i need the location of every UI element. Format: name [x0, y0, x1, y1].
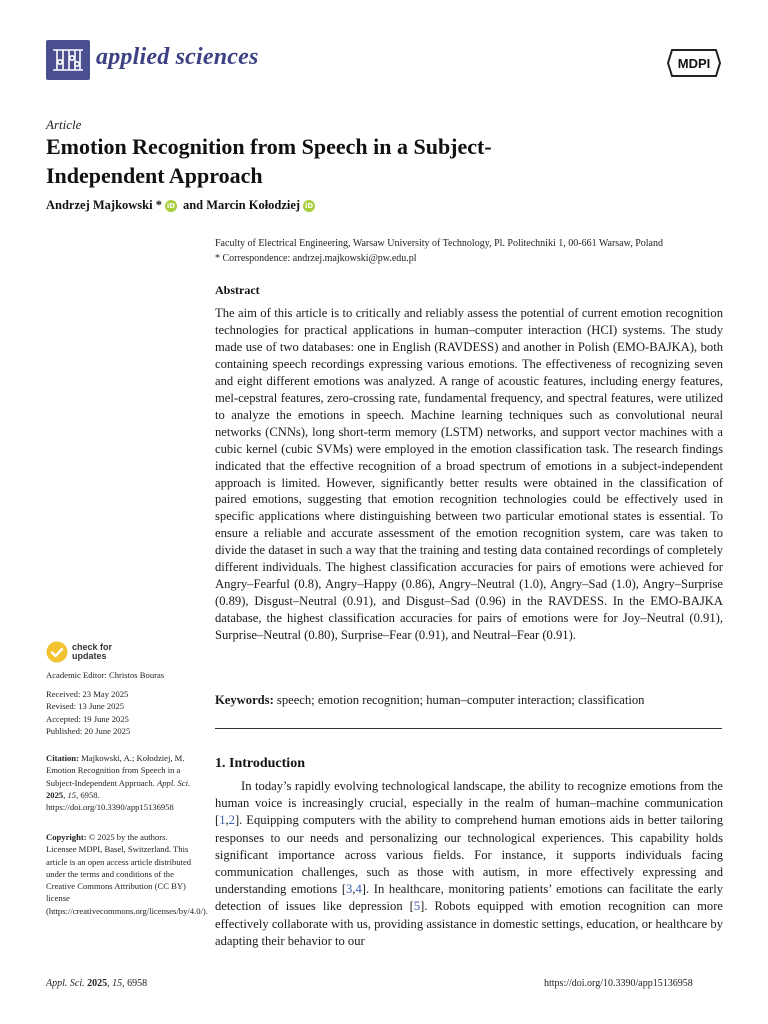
citation-year: 2025	[46, 789, 64, 800]
publication-dates	[46, 688, 196, 737]
keywords-text: speech; emotion recognition; human–computer interaction; classification	[276, 693, 645, 707]
affiliation: Faculty of Electrical Engineering, Warsaw University of Technology, Pl. Politechniki 1, 00-661 Warsaw, Poland	[215, 238, 663, 249]
citation-journal: Appl. Sci.	[156, 777, 191, 788]
author-list	[46, 198, 319, 213]
academic-editor: Academic Editor: Christos Bouras	[46, 670, 165, 680]
check-for-updates-button[interactable]	[46, 641, 112, 663]
orcid-icon[interactable]: iD	[166, 201, 176, 210]
citation-label: Citation:	[46, 753, 79, 763]
footer-journal: Appl. Sci.	[46, 978, 85, 989]
footer-doi-link[interactable]: https://doi.org/10.3390/app15136958	[544, 978, 693, 989]
check-updates-line: updates	[72, 651, 107, 661]
citation-link[interactable]: 4	[355, 882, 362, 897]
citation-link[interactable]: 5	[413, 899, 421, 914]
citation-block: Citation: Majkowski, A.; Kołodziej, M. Emotion Recognition from Speech in a Subject-Independent Approach. Appl. Sci. 2025, 15, 6958. https://doi.org/10.3390/app15136958	[46, 753, 191, 813]
correspondence: * Correspondence: andrzej.majkowski@pw.edu.pl	[215, 253, 417, 264]
accepted-date: Accepted: 19 June 2025	[46, 713, 129, 724]
intro-text-part: ]. Equipping computers with the ability to comprehend human emotions aids in better tailoring responses to our needs and personalizing our technological experiences. This capability holds significant importance across various fields. For instance, it supports individuals facing communication challenges, such as those with autism, in more effectively expressing and understanding emotions [	[215, 813, 723, 897]
intro-text-part: In today’s rapidly evolving technological landscape, the ability to recognize emotions from the human voice is increasingly crucial, especially in the realm of human–machine communication [	[215, 779, 723, 828]
intro-paragraph	[215, 778, 723, 950]
citation-separator: ,	[225, 813, 229, 828]
abstract-text: The aim of this article is to critically and reliably assess the potential of current emotion recognition technologies for practical applications in human–computer interaction (HCI) systems. The study made use of two databases: one in English (RAVDESS) and another in Polish (EMO-BAJKA), both containing speech recordings expressing various emotions. The effectiveness of recognizing seven and eight different emotions was analyzed. A range of acoustic features, including energy features, mel-cepstral features, zero-crossing rate, fundamental frequency, and spectral features, were utilized to analyze the emotions in speech. Machine learning techniques such as convolutional neural networks (CNNs), long short-term memory (LSTM) networks, and support vector machines with a cubic kernel (cubic SVMs) were employed in the emotion classification task. The research findings indicated that the effective recognition of a broad spectrum of emotions in a subject-independent approach is limited. However, significantly better results were obtained in the classification of paired emotions, suggesting that emotion recognition technologies could be effectively used in specific applications where distinguishing between two particular emotional states is essential. To ensure a reliable and accurate assessment of the emotion recognition system, care was taken to divide the dataset in such a way that the training and testing data contained recordings of completely different individuals. The highest classification accuracies for pairs of emotions were achieved for Angry–Fearful (0.8), Angry–Happy (0.86), Angry–Neutral (1.0), Angry–Sad (1.0), Angry–Surprise (0.89), Disgust–Neutral (0.91), and Disgust–Sad (0.96) in the RAVDESS. In the EMO-BAJKA database, the highest classification accuracies for pairs of emotions were for Joy–Neutral (0.91), Surprise–Neutral (0.80), Surprise–Fear (0.91), and Neutral–Fear (0.91).	[215, 306, 723, 643]
revised-date: Revised: 13 June 2025	[46, 701, 125, 712]
published-date: Published: 20 June 2025	[46, 725, 131, 736]
citation-link[interactable]: 2	[228, 813, 235, 828]
footer-citation: Appl. Sci. 2025, 15, 6958	[46, 978, 148, 989]
citation-text: Majkowski, A.; Kołodziej, M. Emotion Recognition from Speech in a Subject-Independent Approach.	[46, 753, 185, 788]
copyright-block	[46, 831, 208, 917]
article-title: Emotion Recognition from Speech in a Subject-Independent Approach	[46, 134, 492, 188]
footer-article-number: , 6958	[122, 978, 148, 989]
footer-year: 2025	[87, 978, 108, 989]
divider	[215, 728, 722, 729]
received-date: Received: 23 May 2025	[46, 689, 129, 699]
citation-link[interactable]: 1	[219, 813, 226, 828]
journal-name: applied sciences	[96, 44, 259, 70]
citation-separator: ,	[352, 882, 356, 897]
intro-text-part: ]. In healthcare, monitoring patients’ emotions can facilitate the early detection of issues like depression [	[215, 882, 723, 914]
citation-doi[interactable]: , 6958. https://doi.org/10.3390/app15136958	[46, 789, 174, 813]
check-updates-label	[72, 643, 112, 661]
citation-volume: 15	[67, 789, 77, 800]
section-heading: 1. Introduction	[215, 756, 305, 771]
author-name[interactable]: Andrzej Majkowski *	[46, 198, 162, 212]
orcid-icon[interactable]: iD	[305, 201, 314, 210]
author-name[interactable]: and Marcin Kołodziej	[182, 198, 301, 212]
keywords-label: Keywords:	[215, 693, 274, 707]
mdpi-logo-text: MDPI	[677, 56, 711, 71]
citation-link[interactable]: 3	[346, 882, 353, 897]
abstract-heading: Abstract	[215, 283, 260, 297]
copyright-text: © 2025 by the authors. Licensee MDPI, Basel, Switzerland. This article is an open access article distributed under the terms and conditions of the Creative Commons Attribution (CC BY) license (https://creativecommons.org/licenses/by/4.0/).	[46, 832, 208, 916]
check-updates-icon	[46, 641, 68, 663]
intro-text-part: ]. Robots equipped with emotion recognition can more effectively collaborate with us, providing assistance in domestic settings, education, or healthcare by adapting their behavior to our	[215, 899, 724, 948]
mdpi-logo-icon	[666, 48, 722, 78]
copyright-label: Copyright:	[46, 832, 87, 842]
article-type: Article	[46, 117, 82, 132]
check-updates-line: check for	[72, 642, 113, 652]
journal-logo-icon	[46, 40, 90, 80]
keywords	[215, 693, 723, 708]
footer-volume: 15	[112, 978, 123, 989]
